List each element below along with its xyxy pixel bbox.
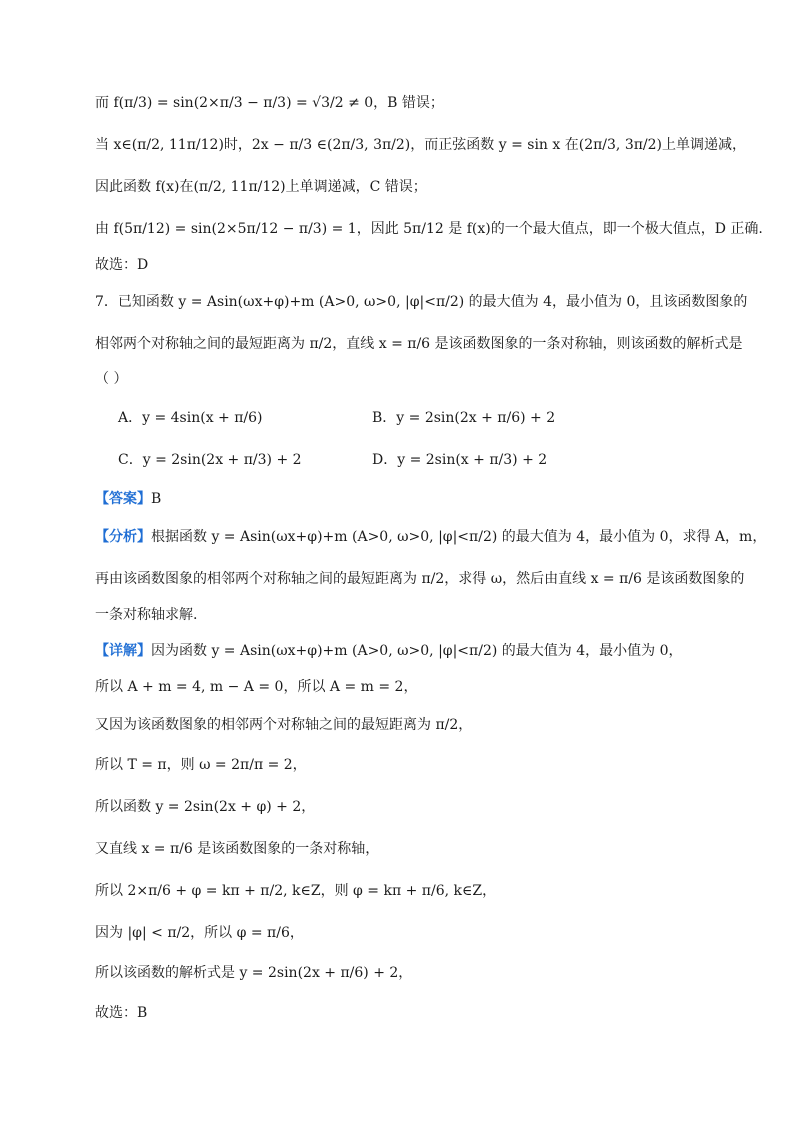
detail-line-6 — [95, 842, 734, 856]
line-d-correct — [95, 221, 763, 237]
text: A．y = 4sin(x + π/6) — [118, 410, 263, 426]
question-7-line-2 — [95, 336, 743, 352]
text: 所以该函数的解析式是 y = 2sin(2x + π/6) + 2， — [95, 965, 413, 981]
text: 故选：D — [95, 257, 149, 273]
detail-line-1 — [95, 644, 734, 658]
text: 所以 2×π/6 + φ = kπ + π/2, k∈Z，则 φ = kπ + π/6, k∈Z， — [95, 883, 497, 899]
text: 由 f(5π/12) = sin(2×5π/12 − π/3) = 1，因此 5π/12 是 f(x)的一个最大值点，即一个极大值点，D 正确. — [95, 221, 763, 237]
line-interval-decreasing — [95, 137, 747, 153]
line-c-wrong — [95, 180, 734, 194]
text: 所以 A + m = 4, m − A = 0，所以 A = m = 2， — [95, 679, 418, 695]
text: C．y = 2sin(2x + π/3) + 2 — [118, 452, 302, 468]
analysis-line-1 — [95, 529, 767, 545]
text: 因为函数 y = Asin(ωx+φ)+m (A>0, ω>0, |φ|<π/2) 的最大值为 4，最小值为 0， — [151, 643, 683, 659]
text: 7．已知函数 y = Asin(ωx+φ)+m (A>0, ω>0, |φ|<π/2) 的最大值为 4，最小值为 0，且该函数图象的 — [95, 294, 748, 310]
detail-line-7 — [95, 884, 734, 898]
option-b — [372, 411, 734, 425]
text: B．y = 2sin(2x + π/6) + 2 — [372, 410, 556, 426]
text: （ ） — [95, 371, 128, 387]
option-d — [372, 453, 734, 467]
text: 故选：B — [95, 1005, 148, 1021]
analysis-line-2 — [95, 571, 745, 587]
question-7-blank — [95, 372, 734, 386]
text: 所以函数 y = 2sin(2x + φ) + 2， — [95, 799, 316, 815]
detail-tag: 【详解】 — [95, 643, 151, 659]
answer-line — [95, 492, 734, 506]
detail-line-2 — [95, 680, 734, 694]
analysis-tag: 【分析】 — [95, 529, 151, 545]
text: D．y = 2sin(x + π/3) + 2 — [372, 452, 548, 468]
option-c — [118, 453, 302, 467]
option-a — [118, 411, 263, 425]
line-answer-d — [95, 258, 734, 272]
text: 又直线 x = π/6 是该函数图象的一条对称轴， — [95, 841, 380, 857]
answer-tag: 【答案】 — [95, 491, 151, 507]
analysis-line-3 — [95, 608, 734, 622]
detail-line-3 — [95, 718, 734, 732]
text: 又因为该函数图象的相邻两个对称轴之间的最短距离为 π/2， — [95, 717, 473, 733]
detail-line-9 — [95, 966, 734, 980]
text: 因此函数 f(x)在(π/2, 11π/12)上单调递减，C 错误； — [95, 179, 427, 195]
text: 当 x∈(π/2, 11π/12)时，2x − π/3 ∈(2π/3, 3π/2)，而正弦函数 y = sin x 在(2π/3, 3π/2)上单调递减， — [95, 137, 747, 153]
text: 相邻两个对称轴之间的最短距离为 π/2，直线 x = π/6 是该函数图象的一条对称轴，则该函数的解析式是 — [95, 336, 743, 352]
detail-line-8 — [95, 926, 734, 940]
text: 所以 T = π，则 ω = 2π/π = 2， — [95, 757, 307, 773]
text: 根据函数 y = Asin(ωx+φ)+m (A>0, ω>0, |φ|<π/2) 的最大值为 4，最小值为 0，求得 A，m， — [151, 529, 767, 545]
answer-value: B — [151, 491, 162, 507]
text: 一条对称轴求解. — [95, 607, 198, 623]
detail-line-5 — [95, 800, 734, 814]
detail-line-4 — [95, 758, 734, 772]
line-f-pi-over-3 — [95, 96, 734, 110]
detail-line-10 — [95, 1006, 734, 1020]
text: 而 f(π/3) = sin(2×π/3 − π/3) = √3/2 ≠ 0，B 错误； — [95, 95, 444, 111]
text: 再由该函数图象的相邻两个对称轴之间的最短距离为 π/2，求得 ω，然后由直线 x = π/6 是该函数图象的 — [95, 571, 745, 587]
text: 因为 |φ| < π/2，所以 φ = π/6， — [95, 925, 304, 941]
question-7-line-1 — [95, 294, 748, 310]
